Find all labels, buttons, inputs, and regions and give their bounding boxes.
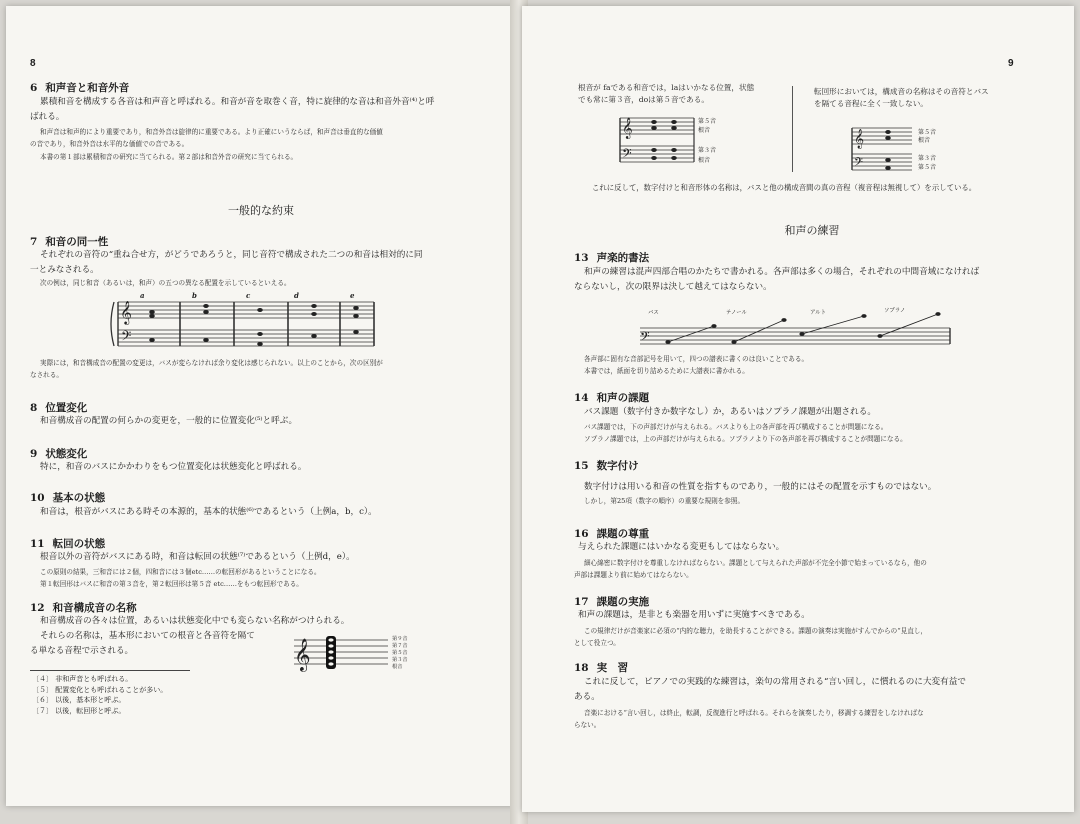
staff-label: 第３音: [918, 155, 937, 162]
example-label-a: a: [140, 291, 145, 300]
small-text: 本書の第１部は累積和音の研究に当てられる。第２部は和音外音の研究に当てられる。: [40, 153, 298, 161]
chord-label-5th: 第５音: [392, 650, 408, 656]
small-text: を隔てる音程に全く一致しない。: [814, 99, 928, 108]
paragraph: それぞれの音符の“重ね合せ方，がどうであろうと，同じ音符で構成された二つの和音は相対的に同: [40, 250, 423, 260]
staff-label: 第５音: [918, 129, 937, 136]
heading-number: 16: [574, 528, 589, 540]
heading-9: [30, 446, 87, 461]
small-text: ソプラノ課題では，上の声部だけが与えられる。ソプラノより下の各声部を再び構成することが問題になる。: [584, 435, 907, 443]
voice-label-alto: アルト: [810, 310, 826, 316]
small-text: 第１転回形はバスに和音の第３音を，第２転回形は第５音 etc……をもつ転回形である。: [40, 580, 303, 588]
svg-text:𝄞: 𝄞: [854, 129, 865, 149]
voice-range-staff: [634, 306, 954, 350]
svg-text:𝄞: 𝄞: [294, 638, 311, 671]
paragraph: それらの名称は，基本形においての根音と各音符を隔て: [40, 631, 255, 641]
fa-chord-staff: [614, 110, 754, 170]
heading-14: [574, 390, 649, 405]
paragraph: これに反して，ピアノでの実践的な練習は，楽句の常用される“言い回し，に慣れるのに大変有益で: [584, 677, 966, 687]
heading-number: 6: [30, 82, 38, 94]
heading-title: 和声音と和音外音: [45, 82, 130, 94]
voice-label-soprano: ソプラノ: [884, 308, 906, 314]
heading-number: 9: [30, 448, 38, 460]
page-number: 8: [30, 58, 36, 69]
small-text: 本書では，紙面を切り詰めるために大譜表に書かれる。: [584, 367, 749, 375]
page-number: 9: [1008, 58, 1014, 69]
heading-title: 実 習: [596, 662, 629, 674]
small-text: この規律だけが音楽家に必須の“内的な聴力，を助長することができる。課題の演奏は実施がすんでからの“見直し，: [584, 627, 928, 635]
paragraph: ばれる。: [30, 112, 65, 122]
svg-text:𝄢: 𝄢: [121, 328, 132, 347]
heading-11: [30, 536, 105, 551]
footnotes: [32, 674, 167, 716]
paragraph: 和音構成音の配置の何らかの変更を，一般的に位置変化⁽⁵⁾と呼ぶ。: [40, 416, 298, 426]
heading-title: 状態変化: [45, 448, 88, 460]
column-divider: [792, 86, 793, 172]
small-text: として役立つ。: [574, 639, 620, 647]
small-text: 実際には，和音構成音の配置の変更は，バスが変らなければ余り変化は感じられない。以上のことから，次の区別が: [40, 359, 383, 367]
small-text: 声部は課題より前に始めてはならない。: [574, 571, 693, 579]
voice-label-bass: バス: [648, 310, 659, 316]
heading-title: 数字付け: [596, 460, 639, 472]
heading-title: 和声の課題: [596, 392, 650, 404]
chord-label-3rd: 第３音: [392, 657, 408, 663]
heading-7: [30, 234, 108, 249]
small-text: 細心綿密に数字付けを尊重しなければならない。課題として与えられた声部が不完全小節で始まっているなら，他の: [584, 559, 927, 567]
right-page: [522, 6, 1074, 812]
example-label-d: d: [294, 291, 299, 300]
heading-number: 10: [30, 492, 45, 504]
heading-12: [30, 600, 137, 615]
heading-title: 基本の状態: [52, 492, 106, 504]
paragraph: る単なる音程で示される。: [30, 646, 134, 656]
chord-names-staff: [292, 628, 412, 676]
heading-title: 声楽的書法: [596, 252, 650, 264]
heading-number: 12: [30, 602, 45, 614]
footnote-divider: [30, 670, 190, 671]
paragraph: 和声の課題は，是非とも楽器を用いずに実施すべきである。: [578, 610, 810, 620]
heading-number: 7: [30, 236, 38, 248]
heading-title: 課題の尊重: [596, 528, 650, 540]
heading-10: [30, 490, 105, 505]
small-text: 音楽における“言い回し，は終止，転調，反復進行と呼ばれる。それらを演奏したり，移調する練習をしなければな: [584, 709, 924, 717]
heading-title: 和音構成音の名称: [52, 602, 137, 614]
example-label-e: e: [350, 291, 355, 300]
svg-text:𝄞: 𝄞: [622, 118, 633, 139]
paragraph: 一とみなされる。: [30, 265, 99, 275]
small-text: 各声部に固有な音部記号を用いて，四つの譜表に書くのは良いことである。: [584, 355, 809, 363]
heading-16: [574, 526, 649, 541]
small-text: バス課題では，下の声部だけが与えられる。バスよりも上の各声部を再び構成することが問題になる。: [584, 423, 888, 431]
svg-text:𝄢: 𝄢: [622, 146, 632, 164]
small-text: でも常に第３音，doは第５音である。: [578, 95, 709, 104]
heading-number: 17: [574, 596, 589, 608]
paragraph: 数字付けは用いる和音の性質を指すものであり，一般的にはその配置を示すものではない。: [584, 482, 937, 492]
paragraph: 累積和音を構成する各音は和声音と呼ばれる。和音が音を取巻く音，特に旋律的な音は和音外音⁽⁴⁾と呼: [40, 97, 435, 107]
heading-number: 13: [574, 252, 589, 264]
grand-staff-example: [100, 290, 380, 354]
heading-number: 18: [574, 662, 589, 674]
heading-title: 課題の実施: [596, 596, 650, 608]
heading-title: 転回の状態: [52, 538, 106, 550]
inversion-staff: [848, 122, 978, 176]
voice-label-tenor: テノール: [726, 310, 747, 316]
footnote: 〔４〕 非和声音とも呼ばれる。: [32, 675, 133, 683]
small-text: 転回形においては，構成音の名称はその音符とバス: [814, 87, 989, 96]
svg-text:𝄞: 𝄞: [120, 300, 132, 324]
paragraph: 和音は，根音がバスにある時その本源的，基本的状態⁽⁶⁾であるという（上例a，b，c）。: [40, 507, 377, 517]
heading-13: [574, 250, 649, 265]
example-label-c: c: [246, 291, 251, 300]
chord-label-root: 根音: [392, 664, 403, 670]
heading-18: [574, 660, 628, 675]
paragraph: 与えられた課題にはいかなる変更もしてはならない。: [578, 542, 785, 552]
paragraph: バス課題（数字付きか数字なし）か，あるいはソプラノ課題が出題される。: [584, 407, 876, 417]
example-label-b: b: [192, 291, 197, 300]
heading-17: [574, 594, 649, 609]
heading-title: 位置変化: [45, 402, 88, 414]
footnote: 〔７〕 以後，転回形と呼ぶ。: [32, 706, 126, 715]
paragraph: 根音以外の音符がバスにある時，和音は転回の状態⁽⁷⁾であるという（上例d，e）。: [40, 552, 355, 562]
svg-text:𝄢: 𝄢: [640, 329, 650, 347]
left-page: [6, 6, 516, 806]
small-text: しかし，第25項（数字の順序）の重要な規則を参照。: [584, 497, 745, 505]
paragraph: ある。: [574, 692, 600, 702]
heading-8: [30, 400, 87, 415]
small-text: なされる。: [30, 371, 63, 379]
section-title: 和声の練習: [784, 224, 840, 237]
svg-text:𝄢: 𝄢: [854, 156, 864, 172]
staff-label: 第３音: [698, 147, 717, 154]
footnote: 〔６〕 以後，基本形と呼ぶ。: [32, 696, 126, 704]
small-text: これに反して，数字付けと和音形体の名称は，バスと他の構成音間の真の音程（複音程は無視して）を示している。: [592, 183, 977, 192]
staff-label: 第５音: [918, 164, 937, 171]
paragraph: 和音構成音の各々は位置，あるいは状態変化中でも変らない名称がつけられる。: [40, 616, 350, 626]
staff-label: 根音: [918, 137, 931, 144]
section-title: 一般的な約束: [228, 204, 294, 217]
heading-number: 15: [574, 460, 589, 472]
small-text: この原則の結果，三和音には２個，四和音には３個etc……の転回形があるということになる。: [40, 568, 321, 576]
staff-label: 第５音: [698, 118, 717, 125]
paragraph: ならないし，次の限界は決して越えてはならない。: [574, 282, 772, 292]
small-text: 和声音は和声的により重要であり，和音外音は旋律的に重要である。より正確にいうならば，和声音は垂直的な価値: [40, 128, 383, 136]
paragraph: 特に，和音のバスにかかわりをもつ位置変化は状態変化と呼ばれる。: [40, 462, 307, 472]
heading-title: 和音の同一性: [45, 236, 109, 248]
small-text: の音であり，和音外音は水平的な価値での音である。: [30, 140, 189, 148]
staff-label: 根音: [698, 127, 711, 134]
heading-number: 14: [574, 392, 589, 404]
small-text: 次の例は，同じ和音（あるいは，和声）の五つの異なる配置を示しているといえる。: [40, 279, 291, 287]
small-text: 根音が faである和音では，laはいかなる位置，状態: [578, 83, 755, 92]
chord-label-7th: 第７音: [392, 643, 408, 649]
chord-label-9th: 第９音: [392, 636, 408, 642]
heading-number: 11: [30, 538, 45, 550]
staff-label: 根音: [698, 157, 711, 164]
heading-number: 8: [30, 402, 38, 414]
heading-15: [574, 458, 639, 473]
small-text: らない。: [574, 721, 601, 729]
footnote: 〔５〕 配置変化とも呼ばれることが多い。: [32, 685, 168, 694]
paragraph: 和声の練習は混声四部合唱のかたちで書かれる。各声部は多くの場合，それぞれの中間音域になければ: [584, 267, 980, 277]
heading-6: [30, 80, 129, 95]
